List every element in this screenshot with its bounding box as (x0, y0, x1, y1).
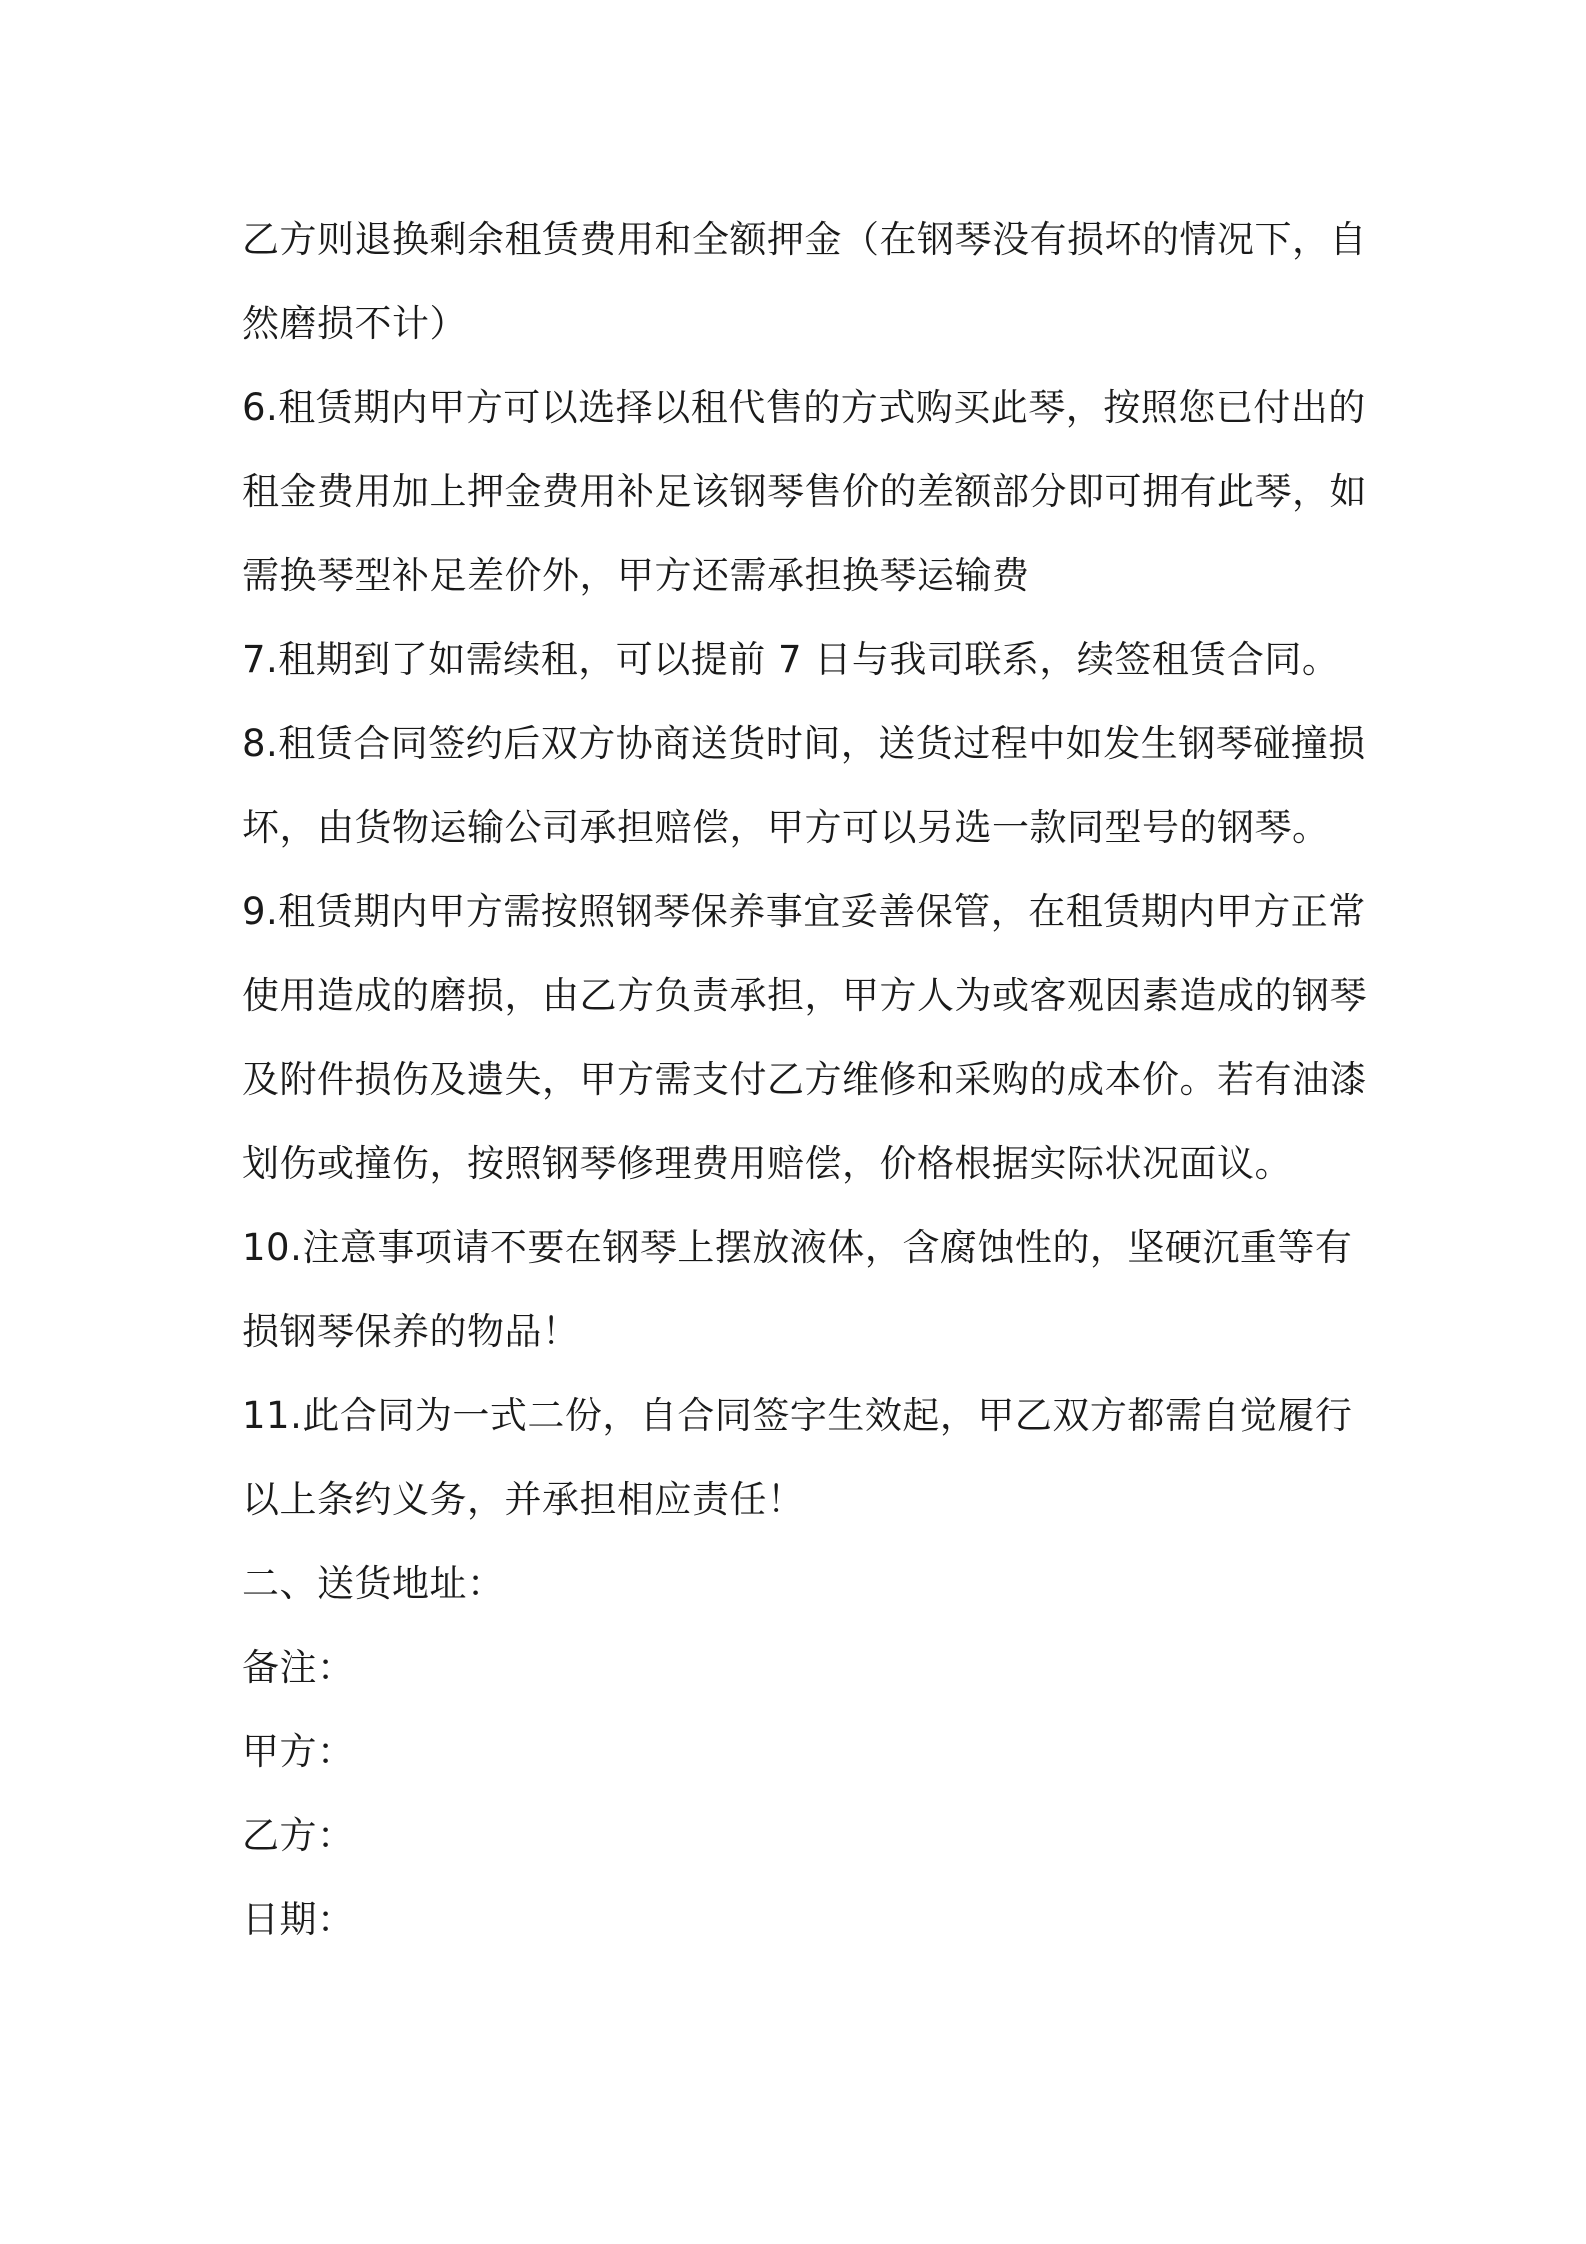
text-line: 损钢琴保养的物品！ (242, 1310, 580, 1353)
clause-9-line: 9.租赁期内甲方需按照钢琴保养事宜妥善保管，在租赁期内甲方正常 (242, 890, 1366, 933)
clause-8-line: 8.租赁合同签约后双方协商送货时间，送货过程中如发生钢琴碰撞损 (242, 722, 1366, 765)
party-b-label: 乙方： (242, 1814, 355, 1857)
text-line: 使用造成的磨损，由乙方负责承担，甲方人为或客观因素造成的钢琴 (242, 974, 1367, 1017)
clause-7-line: 7.租期到了如需续租，可以提前 7 日与我司联系，续签租赁合同。 (242, 638, 1340, 681)
text-line: 需换琴型补足差价外，甲方还需承担换琴运输费 (242, 554, 1030, 597)
text-line: 及附件损伤及遗失，甲方需支付乙方维修和采购的成本价。若有油漆 (242, 1058, 1367, 1101)
text-line: 然磨损不计） (242, 302, 467, 345)
text-line: 划伤或撞伤，按照钢琴修理费用赔偿，价格根据实际状况面议。 (242, 1142, 1292, 1185)
remarks-label: 备注： (242, 1646, 355, 1689)
text-line: 坏，由货物运输公司承担赔偿，甲方可以另选一款同型号的钢琴。 (242, 806, 1330, 849)
date-label: 日期： (242, 1898, 355, 1941)
party-a-label: 甲方： (242, 1730, 355, 1773)
clause-6-line: 6.租赁期内甲方可以选择以租代售的方式购买此琴，按照您已付出的 (242, 386, 1366, 429)
section-heading-delivery-address: 二、送货地址： (242, 1562, 505, 1605)
text-line: 乙方则退换剩余租赁费用和全额押金（在钢琴没有损坏的情况下，自 (242, 218, 1367, 261)
clause-11-line: 11.此合同为一式二份，自合同签字生效起，甲乙双方都需自觉履行 (242, 1394, 1353, 1437)
text-line: 以上条约义务，并承担相应责任！ (242, 1478, 805, 1521)
text-line: 租金费用加上押金费用补足该钢琴售价的差额部分即可拥有此琴，如 (242, 470, 1367, 513)
contract-text (242, 198, 1367, 1962)
clause-10-line: 10.注意事项请不要在钢琴上摆放液体，含腐蚀性的，坚硬沉重等有 (242, 1226, 1353, 1269)
